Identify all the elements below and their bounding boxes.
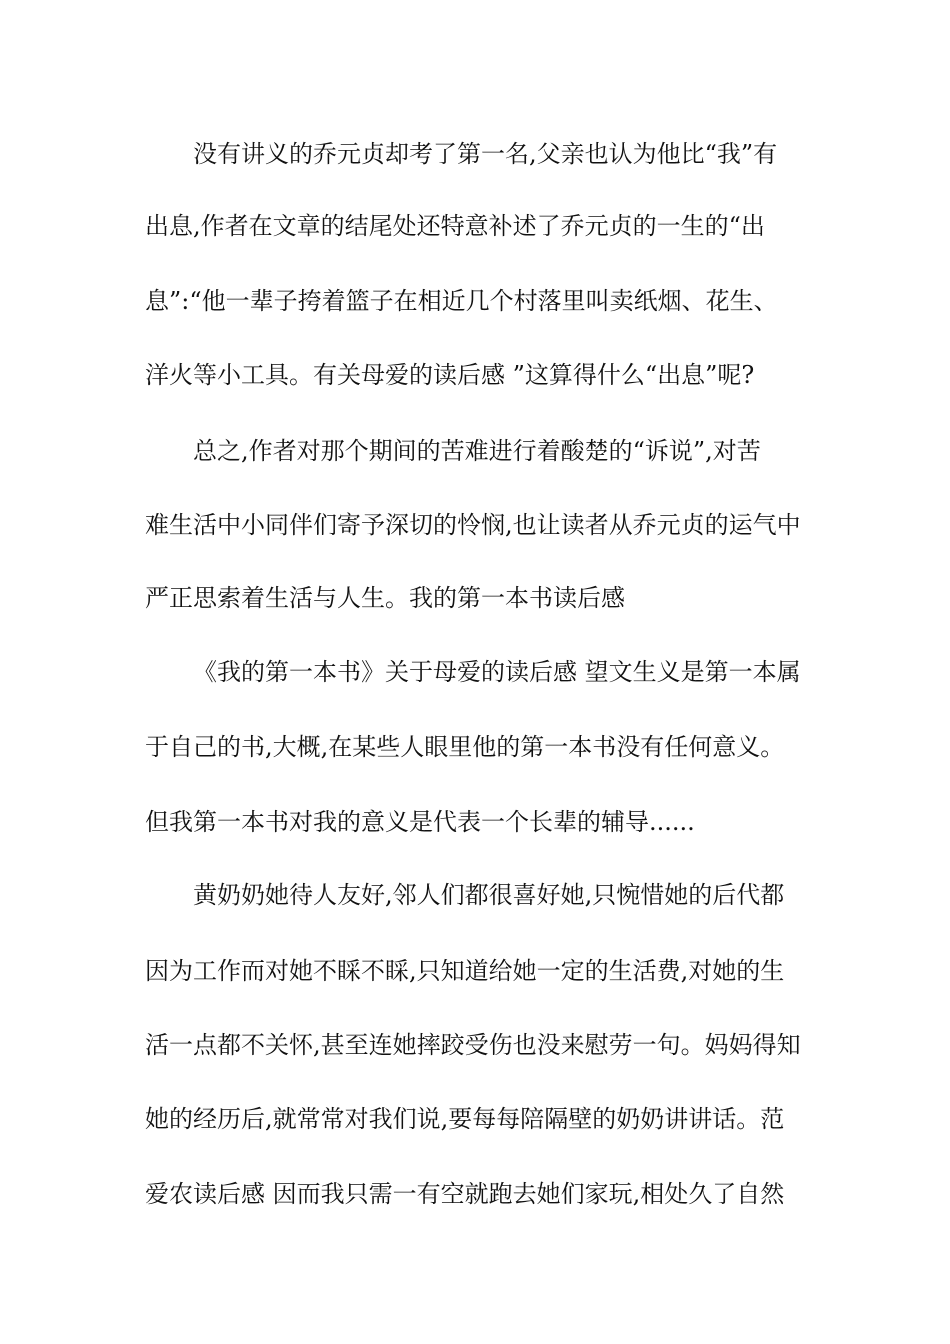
text-line: 洋火等小工具。有关母爱的读后感 ”这算得什么“出息”呢? xyxy=(145,361,755,389)
text-line: 严正思索着生活与人生。我的第一本书读后感 xyxy=(145,584,625,612)
text-line: 没有讲义的乔元贞却考了第一名,父亲也认为他比“我”有 xyxy=(193,140,778,168)
text-line: 出息,作者在文章的结尾处还特意补述了乔元贞的一生的“出 xyxy=(145,212,765,240)
text-line: 息”:“他一辈子挎着篮子在相近几个村落里叫卖纸烟、花生、 xyxy=(145,287,778,315)
text-line: 活一点都不关怀,甚至连她摔跤受伤也没来慰劳一句。妈妈得知 xyxy=(145,1031,801,1059)
text-line: 难生活中小同伴们寄予深切的怜悯,也让读者从乔元贞的运气中 xyxy=(145,511,801,539)
text-line: 爱农读后感 因而我只需一有空就跑去她们家玩,相处久了自然 xyxy=(145,1180,785,1208)
text-line: 但我第一本书对我的意义是代表一个长辈的辅导...... xyxy=(145,808,695,836)
text-line: 总之,作者对那个期间的苦难进行着酸楚的“诉说”,对苦 xyxy=(193,437,761,465)
text-line: 她的经历后,就常常对我们说,要每每陪隔壁的奶奶讲讲话。范 xyxy=(145,1105,785,1133)
text-line: 因为工作而对她不睬不睬,只知道给她一定的生活费,对她的生 xyxy=(145,957,785,985)
text-line: 于自己的书,大概,在某些人眼里他的第一本书没有任何意义。 xyxy=(145,733,785,761)
text-line: 《我的第一本书》关于母爱的读后感 望文生义是第一本属 xyxy=(193,658,801,686)
text-line: 黄奶奶她待人友好,邻人们都很喜好她,只惋惜她的后代都 xyxy=(193,881,785,909)
